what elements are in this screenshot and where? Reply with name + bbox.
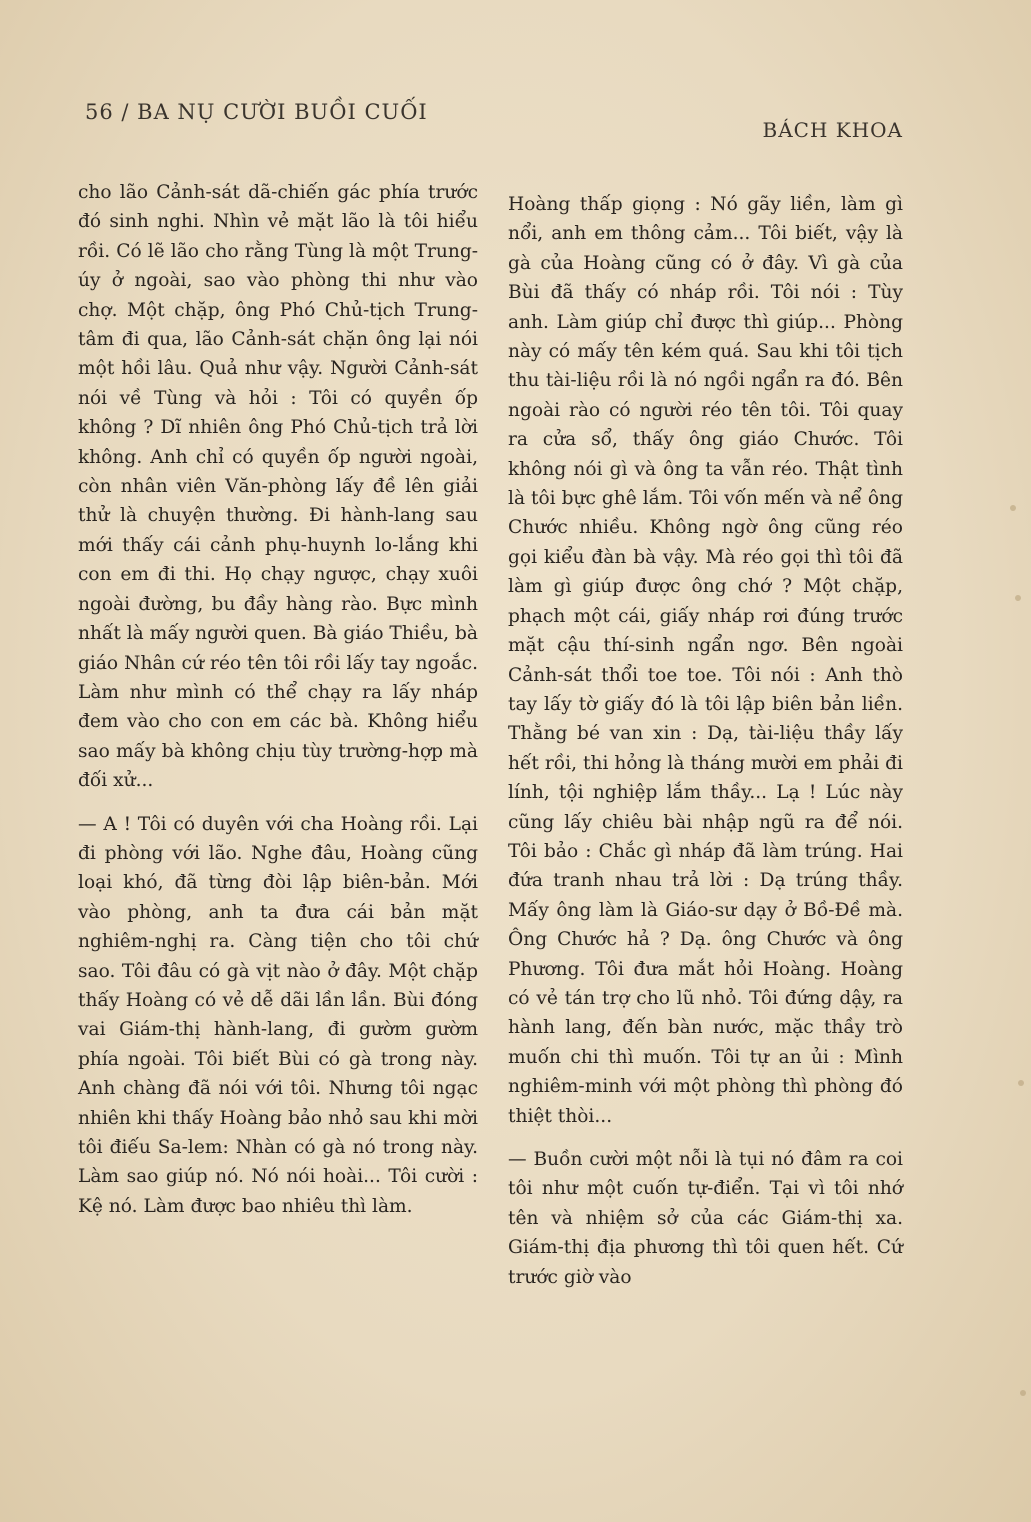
left-column (78, 178, 478, 1221)
paper-spot (1018, 1080, 1024, 1086)
running-header-title: 56 / BA NỤ CƯỜI BUỒI CUỐI (85, 100, 428, 124)
paragraph: — A ! Tôi có duyên với cha Hoàng rồi. Lại đi phòng với lão. Nghe đâu, Hoàng cũng loại khó, đã từng đòi lập biên-bản. Mới vào phòng, anh ta đưa cái bản mặt nghiêm-nghị ra. Càng tiện cho tôi chứ sao. Tôi đâu có gà vịt nào ở đây. Một chặp thấy Hoàng có vẻ dễ dãi lần lần. Bùi đóng vai Giám-thị hành-lang, đi gườm gườm phía ngoài. Tôi biết Bùi có gà trong này. Anh chàng đã nói với tôi. Nhưng tôi ngạc nhiên khi thấy Hoàng bảo nhỏ sau khi mời tôi điếu Sa-lem: Nhàn có gà nó trong này. Làm sao giúp nó. Nó nói hoài... Tôi cười : Kệ nó. Làm được bao nhiêu thì làm. (78, 813, 478, 1217)
paragraph: Hoàng thấp giọng : Nó gãy liền, làm gì nổi, anh em thông cảm... Tôi biết, vậy là gà của Hoàng cũng có ở đây. Vì gà của Bùi đã thấy có nháp rồi. Tôi nói : Tùy anh. Làm giúp chỉ được thì giúp... Phòng này có mấy tên kém quá. Sau khi tôi tịch thu tài-liệu rồi là nó ngồi ngẩn ra đó. Bên ngoài rào có người réo tên tôi. Tôi quay ra cửa sổ, thấy ông giáo Chước. Tôi không nói gì và ông ta vẫn réo. Thật tình là tôi bực ghê lắm. Tôi vốn mến và nể ông Chước nhiều. Không ngờ ông cũng réo gọi kiểu đàn bà vậy. Mà réo gọi thì tôi đã làm gì giúp được ông chớ ? Một chặp, phạch một cái, giấy nháp rơi đúng trước mặt cậu thí-sinh ngẩn ngơ. Bên ngoài Cảnh-sát thổi toe toe. Tôi nói : Anh thò tay lấy tờ giấy đó là tôi lập biên bản liền. Thằng bé van xin : Dạ, tài-liệu thầy lấy hết rồi, thi hỏng là tháng mười em phải đi lính, tội nghiệp lắm thầy... Lạ ! Lúc này cũng lấy chiêu bài nhập ngũ ra để nói. Tôi bảo : Chắc gì nháp đã làm trúng. Hai đứa tranh nhau trả lời : Dạ trúng thầy. Mấy ông làm là Giáo-sư dạy ở Bồ-Đề mà. Ông Chước hả ? Dạ. ông Chước và ông Phương. Tôi đưa mắt hỏi Hoàng. Hoàng có vẻ tán trợ cho lũ nhỏ. Tôi đứng dậy, ra hành lang, đến bàn nước, mặc thầy trò muốn chi thì muốn. Tôi tự an ủi : Mình nghiêm-minh với một phòng thì phòng đó thiệt thòi... (508, 194, 903, 1127)
paper-spot (1010, 505, 1016, 511)
paper-spot (1020, 1390, 1026, 1396)
paragraph: cho lão Cảnh-sát dã-chiến gác phía trước đó sinh nghi. Nhìn vẻ mặt lão là tôi hiểu rồi. Có lẽ lão cho rằng Tùng là một Trung-úy ở ngoài, sao vào phòng thi như vào chợ. Một chặp, ông Phó Chủ-tịch Trung-tâm đi qua, lão Cảnh-sát chặn ông lại nói một hồi lâu. Quả như vậy. Người Cảnh-sát nói về Tùng và hỏi : Tôi có quyền ốp không ? Dĩ nhiên ông Phó Chủ-tịch trả lời không. Anh chỉ có quyền ốp người ngoài, còn nhân viên Văn-phòng lấy đề lên giải thử là chuyện thường. Đi hành-lang sau mới thấy cái cảnh phụ-huynh lo-lắng khi con em đi thi. Họ chạy ngược, chạy xuôi ngoài đường, bu đầy hàng rào. Bực mình nhất là mấy người quen. Bà giáo Thiều, bà giáo Nhân cứ réo tên tôi rồi lấy tay ngoắc. Làm như mình có thể chạy ra lấy nháp đem vào cho con em các bà. Không hiểu sao mấy bà không chịu tùy trường-hợp mà đối xử... (78, 182, 478, 792)
running-header-magazine: BÁCH KHOA (762, 118, 903, 142)
paragraph: — Buồn cười một nỗi là tụi nó đâm ra coi tôi như một cuốn tự-điển. Tại vì tôi nhớ tên và nhiệm sở của các Giám-thị xa. Giám-thị địa phương thì tôi quen hết. Cứ trước giờ vào (508, 1149, 903, 1288)
paper-spot (1015, 595, 1021, 601)
right-column (508, 190, 903, 1292)
